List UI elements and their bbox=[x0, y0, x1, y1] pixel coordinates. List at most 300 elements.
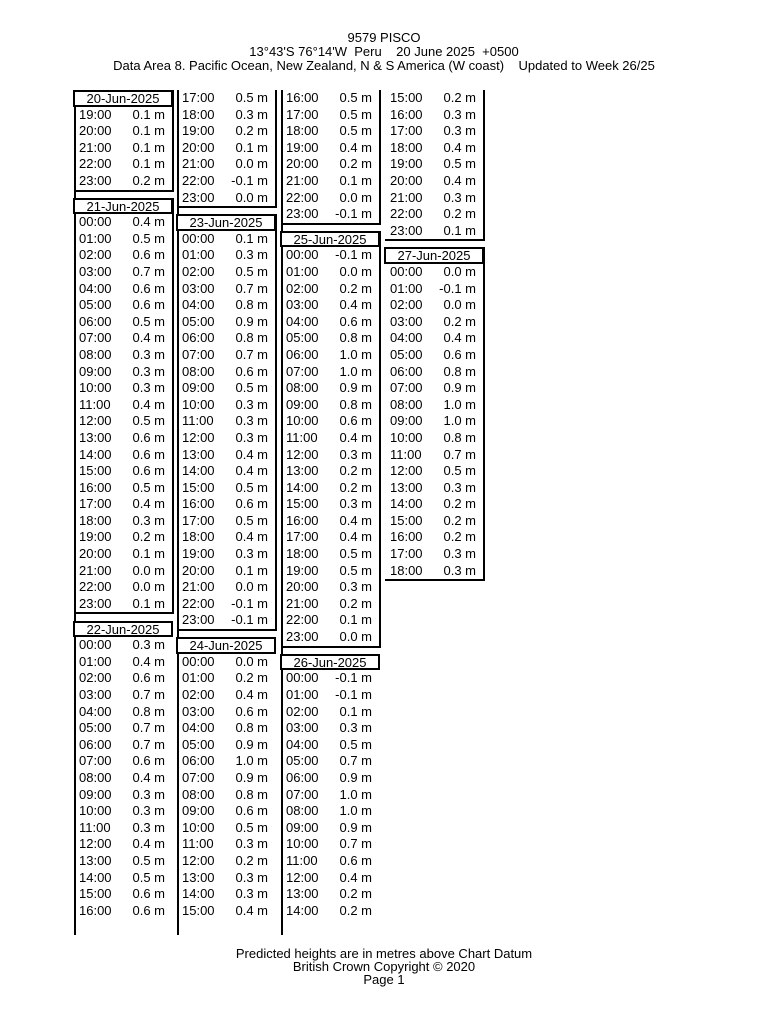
tide-row bbox=[281, 770, 379, 787]
tide-height: 0.3 m bbox=[132, 346, 165, 362]
tide-row bbox=[281, 820, 379, 837]
tide-time: 17:00 bbox=[79, 496, 112, 512]
tide-row bbox=[74, 637, 172, 654]
tide-row bbox=[281, 753, 379, 770]
tide-height: 0.7 m bbox=[339, 836, 372, 852]
tide-height: 0.3 m bbox=[443, 479, 476, 495]
tide-row bbox=[281, 90, 379, 107]
tide-height: 0.5 m bbox=[339, 562, 372, 578]
tide-row bbox=[177, 281, 275, 298]
tide-time: 19:00 bbox=[182, 123, 215, 139]
tide-row bbox=[281, 397, 379, 414]
tide-time: 12:00 bbox=[182, 429, 215, 445]
tide-row bbox=[281, 264, 379, 281]
tide-row bbox=[177, 654, 275, 671]
tide-time: 03:00 bbox=[390, 313, 423, 329]
tide-height: 0.1 m bbox=[132, 546, 165, 562]
tide-height: 0.0 m bbox=[443, 297, 476, 313]
tide-height: 0.2 m bbox=[339, 156, 372, 172]
tide-height: 0.1 m bbox=[132, 123, 165, 139]
tide-height: 0.1 m bbox=[235, 139, 268, 155]
tide-time: 14:00 bbox=[79, 446, 112, 462]
tide-row bbox=[74, 123, 172, 140]
tide-row bbox=[74, 364, 172, 381]
tide-row bbox=[74, 596, 172, 613]
tide-time: 18:00 bbox=[182, 106, 215, 122]
tide-row bbox=[74, 297, 172, 314]
tide-height: 0.7 m bbox=[339, 753, 372, 769]
tide-height: 0.9 m bbox=[339, 380, 372, 396]
tide-height: 0.3 m bbox=[235, 106, 268, 122]
tide-row bbox=[385, 413, 483, 430]
tide-time: 15:00 bbox=[390, 512, 423, 528]
tide-row bbox=[74, 903, 172, 920]
tide-row bbox=[74, 803, 172, 820]
tide-row bbox=[177, 546, 275, 563]
tide-height: 0.5 m bbox=[235, 380, 268, 396]
tide-time: 06:00 bbox=[182, 753, 215, 769]
tide-height: 0.5 m bbox=[132, 313, 165, 329]
tide-time: 07:00 bbox=[286, 786, 319, 802]
tide-height: 0.3 m bbox=[235, 247, 268, 263]
tide-height: 0.2 m bbox=[132, 529, 165, 545]
tide-height: 0.9 m bbox=[339, 769, 372, 785]
tide-time: 20:00 bbox=[286, 156, 319, 172]
tide-row bbox=[74, 264, 172, 281]
tide-time: 16:00 bbox=[390, 529, 423, 545]
tide-height: 0.2 m bbox=[339, 479, 372, 495]
tide-time: 13:00 bbox=[286, 463, 319, 479]
tide-time: 00:00 bbox=[79, 214, 112, 230]
tide-row bbox=[74, 463, 172, 480]
tide-height: 0.6 m bbox=[235, 703, 268, 719]
tide-row bbox=[177, 720, 275, 737]
tide-time: 02:00 bbox=[286, 280, 319, 296]
tide-time: 07:00 bbox=[286, 363, 319, 379]
tide-row bbox=[74, 173, 172, 190]
tide-row bbox=[177, 737, 275, 754]
tide-height: -0.1 m bbox=[231, 172, 268, 188]
tide-height: -0.1 m bbox=[335, 686, 372, 702]
tide-height: 0.2 m bbox=[339, 595, 372, 611]
tide-row bbox=[74, 670, 172, 687]
tide-height: 0.4 m bbox=[339, 869, 372, 885]
tide-height: 1.0 m bbox=[339, 803, 372, 819]
tide-time: 19:00 bbox=[182, 546, 215, 562]
tide-time: 22:00 bbox=[390, 206, 423, 222]
page-header bbox=[0, 31, 768, 73]
tide-time: 11:00 bbox=[286, 852, 318, 868]
tide-row bbox=[385, 347, 483, 364]
tide-height: 0.6 m bbox=[339, 852, 372, 868]
tide-time: 20:00 bbox=[79, 546, 112, 562]
tide-height: 1.0 m bbox=[443, 396, 476, 412]
tide-row bbox=[177, 513, 275, 530]
tide-time: 05:00 bbox=[182, 736, 215, 752]
tide-row bbox=[74, 704, 172, 721]
tide-time: 12:00 bbox=[182, 852, 215, 868]
tide-time: 20:00 bbox=[390, 172, 423, 188]
tide-time: 02:00 bbox=[390, 297, 423, 313]
tide-height: 0.0 m bbox=[339, 629, 372, 645]
tide-row bbox=[177, 231, 275, 248]
tide-time: 01:00 bbox=[390, 280, 423, 296]
tide-row bbox=[281, 670, 379, 687]
tide-time: 04:00 bbox=[182, 297, 215, 313]
tide-height: 0.4 m bbox=[132, 396, 165, 412]
page-number: Page 1 bbox=[363, 972, 405, 987]
tide-time: 10:00 bbox=[79, 803, 112, 819]
tide-row bbox=[177, 670, 275, 687]
tide-time: 22:00 bbox=[182, 172, 215, 188]
tide-row bbox=[281, 513, 379, 530]
tide-time: 11:00 bbox=[79, 819, 111, 835]
tide-time: 21:00 bbox=[79, 139, 112, 155]
tide-column bbox=[385, 90, 485, 581]
tide-row bbox=[281, 314, 379, 331]
tide-height: 0.3 m bbox=[132, 512, 165, 528]
tide-time: 18:00 bbox=[286, 123, 319, 139]
tide-row bbox=[74, 380, 172, 397]
tide-height: 0.0 m bbox=[132, 562, 165, 578]
tide-row bbox=[177, 123, 275, 140]
tide-height: 0.1 m bbox=[132, 595, 165, 611]
tide-time: 13:00 bbox=[182, 446, 215, 462]
tide-height: 0.3 m bbox=[235, 886, 268, 902]
tide-height: -0.1 m bbox=[231, 612, 268, 628]
tide-row bbox=[177, 853, 275, 870]
tide-time: 05:00 bbox=[286, 330, 319, 346]
tide-row bbox=[281, 430, 379, 447]
tide-height: -0.1 m bbox=[335, 670, 372, 686]
tide-time: 18:00 bbox=[286, 546, 319, 562]
tide-height: 0.4 m bbox=[339, 297, 372, 313]
tide-time: 02:00 bbox=[182, 686, 215, 702]
tide-height: 0.0 m bbox=[339, 263, 372, 279]
tide-time: 02:00 bbox=[79, 670, 112, 686]
tide-height: 0.6 m bbox=[132, 753, 165, 769]
tide-time: 17:00 bbox=[286, 106, 319, 122]
tide-time: 03:00 bbox=[286, 297, 319, 313]
tide-height: 0.3 m bbox=[339, 496, 372, 512]
tide-row bbox=[385, 463, 483, 480]
tide-row bbox=[281, 330, 379, 347]
tide-row bbox=[74, 107, 172, 124]
tide-height: 0.2 m bbox=[443, 206, 476, 222]
tide-time: 21:00 bbox=[79, 562, 112, 578]
tide-row bbox=[177, 886, 275, 903]
tide-height: 0.1 m bbox=[235, 230, 268, 246]
tide-time: 09:00 bbox=[182, 380, 215, 396]
tide-height: 0.4 m bbox=[132, 836, 165, 852]
tide-row bbox=[177, 529, 275, 546]
tide-time: 10:00 bbox=[286, 413, 319, 429]
tide-time: 00:00 bbox=[390, 263, 423, 279]
tide-height: 0.6 m bbox=[132, 280, 165, 296]
tide-row bbox=[281, 281, 379, 298]
tide-row bbox=[385, 430, 483, 447]
tide-time: 03:00 bbox=[182, 703, 215, 719]
tide-time: 13:00 bbox=[79, 429, 112, 445]
tide-time: 00:00 bbox=[286, 670, 319, 686]
page-footer bbox=[0, 947, 768, 986]
tide-row bbox=[177, 463, 275, 480]
tide-row bbox=[177, 903, 275, 920]
tide-height: 0.5 m bbox=[339, 123, 372, 139]
tide-height: 0.1 m bbox=[132, 156, 165, 172]
tide-time: 12:00 bbox=[79, 836, 112, 852]
tide-time: 16:00 bbox=[286, 512, 319, 528]
tide-time: 20:00 bbox=[286, 579, 319, 595]
tide-time: 23:00 bbox=[79, 172, 112, 188]
tide-row bbox=[74, 513, 172, 530]
day-block bbox=[281, 654, 379, 920]
tide-row bbox=[281, 123, 379, 140]
tide-time: 02:00 bbox=[286, 703, 319, 719]
tide-time: 09:00 bbox=[79, 786, 112, 802]
tide-time: 18:00 bbox=[390, 562, 423, 578]
tide-height: 0.3 m bbox=[443, 106, 476, 122]
tide-height: 0.1 m bbox=[339, 703, 372, 719]
tide-row bbox=[385, 513, 483, 530]
tide-time: 21:00 bbox=[390, 189, 423, 205]
tide-time: 19:00 bbox=[79, 529, 112, 545]
tide-row bbox=[385, 297, 483, 314]
tide-height: 0.3 m bbox=[339, 446, 372, 462]
tide-height: 0.3 m bbox=[339, 579, 372, 595]
tide-row bbox=[281, 173, 379, 190]
tide-height: 0.0 m bbox=[235, 653, 268, 669]
tide-row bbox=[74, 836, 172, 853]
tide-height: 0.6 m bbox=[235, 803, 268, 819]
tide-row bbox=[74, 579, 172, 596]
tide-height: 0.4 m bbox=[235, 446, 268, 462]
tide-height: 0.6 m bbox=[235, 496, 268, 512]
tide-height: 0.4 m bbox=[339, 512, 372, 528]
tide-row bbox=[177, 447, 275, 464]
tide-time: 22:00 bbox=[79, 579, 112, 595]
tide-time: 12:00 bbox=[286, 869, 319, 885]
tide-row bbox=[74, 687, 172, 704]
tide-row bbox=[177, 364, 275, 381]
tide-row bbox=[385, 563, 483, 580]
tide-height: -0.1 m bbox=[439, 280, 476, 296]
tide-row bbox=[177, 753, 275, 770]
tide-height: 1.0 m bbox=[235, 753, 268, 769]
tide-height: 0.2 m bbox=[235, 670, 268, 686]
tide-height: 0.2 m bbox=[339, 280, 372, 296]
tide-row bbox=[281, 596, 379, 613]
tide-row bbox=[281, 380, 379, 397]
tide-row bbox=[281, 529, 379, 546]
tide-height: 0.5 m bbox=[132, 869, 165, 885]
tide-time: 05:00 bbox=[182, 313, 215, 329]
tide-row bbox=[281, 903, 379, 920]
tide-height: 0.4 m bbox=[132, 330, 165, 346]
tide-row bbox=[385, 90, 483, 107]
tide-height: 0.5 m bbox=[339, 106, 372, 122]
tide-row bbox=[177, 347, 275, 364]
tide-row bbox=[385, 380, 483, 397]
station-title: 9579 PISCO bbox=[347, 30, 421, 45]
tide-height: 0.6 m bbox=[339, 313, 372, 329]
day-block bbox=[281, 231, 381, 648]
tide-time: 04:00 bbox=[390, 330, 423, 346]
tide-height: 0.2 m bbox=[339, 902, 372, 918]
tide-row bbox=[177, 330, 275, 347]
tide-height: 0.7 m bbox=[132, 736, 165, 752]
day-block bbox=[177, 637, 275, 919]
tide-height: 0.5 m bbox=[339, 90, 372, 105]
tide-time: 17:00 bbox=[390, 546, 423, 562]
tide-row bbox=[385, 190, 483, 207]
tide-time: 12:00 bbox=[79, 413, 112, 429]
tide-row bbox=[281, 687, 379, 704]
tide-row bbox=[281, 463, 379, 480]
tide-row bbox=[385, 107, 483, 124]
tide-row bbox=[177, 836, 275, 853]
day-header: 25-Jun-2025 bbox=[280, 231, 380, 248]
tide-time: 23:00 bbox=[182, 189, 215, 205]
tide-height: 0.6 m bbox=[132, 446, 165, 462]
tide-column bbox=[177, 90, 277, 935]
tide-row bbox=[177, 563, 275, 580]
tide-row bbox=[385, 173, 483, 190]
tide-height: 0.5 m bbox=[132, 413, 165, 429]
tide-row bbox=[385, 480, 483, 497]
tide-height: 0.3 m bbox=[132, 363, 165, 379]
tide-height: 0.5 m bbox=[235, 512, 268, 528]
tide-row bbox=[281, 787, 379, 804]
tide-row bbox=[177, 687, 275, 704]
tide-height: 0.3 m bbox=[235, 836, 268, 852]
tide-time: 23:00 bbox=[286, 206, 319, 222]
day-header: 23-Jun-2025 bbox=[176, 214, 276, 231]
tide-height: 0.4 m bbox=[235, 686, 268, 702]
tide-time: 11:00 bbox=[182, 836, 214, 852]
tide-time: 14:00 bbox=[390, 496, 423, 512]
tide-height: 0.7 m bbox=[132, 720, 165, 736]
tide-time: 20:00 bbox=[79, 123, 112, 139]
tide-row bbox=[74, 546, 172, 563]
tide-time: 14:00 bbox=[286, 902, 319, 918]
tide-row bbox=[281, 206, 379, 223]
tide-column bbox=[74, 90, 174, 935]
tide-row bbox=[177, 820, 275, 837]
datum-note: Predicted heights are in metres above Chart Datum bbox=[235, 946, 533, 961]
tide-row bbox=[281, 720, 379, 737]
tide-row bbox=[281, 347, 379, 364]
tide-height: 0.6 m bbox=[132, 670, 165, 686]
day-block bbox=[281, 90, 381, 225]
tide-row bbox=[74, 820, 172, 837]
tide-time: 21:00 bbox=[286, 595, 319, 611]
tide-height: 0.1 m bbox=[339, 612, 372, 628]
tide-time: 14:00 bbox=[182, 886, 215, 902]
tide-height: 0.2 m bbox=[339, 463, 372, 479]
tide-height: 0.7 m bbox=[443, 446, 476, 462]
tide-height: 0.5 m bbox=[235, 90, 268, 105]
tide-time: 16:00 bbox=[182, 496, 215, 512]
tide-time: 20:00 bbox=[182, 562, 215, 578]
tide-height: 0.1 m bbox=[132, 139, 165, 155]
tide-row bbox=[177, 297, 275, 314]
tide-height: 0.0 m bbox=[235, 156, 268, 172]
tide-time: 05:00 bbox=[286, 753, 319, 769]
tide-height: 0.0 m bbox=[235, 189, 268, 205]
tide-row bbox=[74, 753, 172, 770]
tide-row bbox=[281, 886, 379, 903]
tide-row bbox=[74, 447, 172, 464]
tide-time: 09:00 bbox=[79, 363, 112, 379]
tide-row bbox=[281, 737, 379, 754]
tide-row bbox=[177, 704, 275, 721]
tide-time: 14:00 bbox=[79, 869, 112, 885]
tide-height: 0.6 m bbox=[132, 463, 165, 479]
tide-time: 19:00 bbox=[390, 156, 423, 172]
tide-time: 22:00 bbox=[182, 595, 215, 611]
tide-time: 09:00 bbox=[286, 819, 319, 835]
tide-height: 0.9 m bbox=[235, 736, 268, 752]
day-block bbox=[177, 214, 277, 631]
tide-height: 0.3 m bbox=[235, 546, 268, 562]
tide-row bbox=[177, 264, 275, 281]
tide-row bbox=[385, 281, 483, 298]
day-header: 20-Jun-2025 bbox=[73, 90, 173, 107]
tide-row bbox=[385, 447, 483, 464]
tide-height: 0.1 m bbox=[132, 106, 165, 122]
tide-row bbox=[281, 247, 379, 264]
tide-time: 23:00 bbox=[286, 629, 319, 645]
tide-height: 0.1 m bbox=[235, 562, 268, 578]
day-header: 27-Jun-2025 bbox=[384, 247, 484, 264]
tide-height: 0.4 m bbox=[235, 529, 268, 545]
tide-time: 19:00 bbox=[286, 139, 319, 155]
tide-height: 0.8 m bbox=[235, 330, 268, 346]
tide-row bbox=[74, 156, 172, 173]
tide-row bbox=[74, 737, 172, 754]
tide-time: 23:00 bbox=[182, 612, 215, 628]
tide-row bbox=[177, 770, 275, 787]
tide-time: 05:00 bbox=[79, 720, 112, 736]
tide-height: 0.6 m bbox=[443, 346, 476, 362]
tide-height: 0.7 m bbox=[132, 263, 165, 279]
tide-time: 15:00 bbox=[182, 902, 215, 918]
tide-time: 15:00 bbox=[286, 496, 319, 512]
tide-time: 06:00 bbox=[182, 330, 215, 346]
tide-row bbox=[74, 347, 172, 364]
tide-time: 21:00 bbox=[182, 156, 215, 172]
tide-height: 0.3 m bbox=[235, 396, 268, 412]
tide-row bbox=[385, 364, 483, 381]
tide-row bbox=[281, 364, 379, 381]
tide-time: 07:00 bbox=[79, 753, 112, 769]
tide-time: 08:00 bbox=[390, 396, 423, 412]
tide-time: 22:00 bbox=[286, 612, 319, 628]
tide-time: 16:00 bbox=[79, 479, 112, 495]
tide-time: 15:00 bbox=[79, 463, 112, 479]
tide-height: 0.6 m bbox=[132, 886, 165, 902]
tide-time: 04:00 bbox=[286, 313, 319, 329]
tide-time: 03:00 bbox=[79, 686, 112, 702]
tide-height: 0.4 m bbox=[443, 172, 476, 188]
tide-height: 0.2 m bbox=[443, 496, 476, 512]
tide-height: 0.3 m bbox=[443, 189, 476, 205]
tide-row bbox=[281, 447, 379, 464]
tide-row bbox=[177, 413, 275, 430]
tide-time: 10:00 bbox=[286, 836, 319, 852]
tide-height: 0.9 m bbox=[235, 313, 268, 329]
